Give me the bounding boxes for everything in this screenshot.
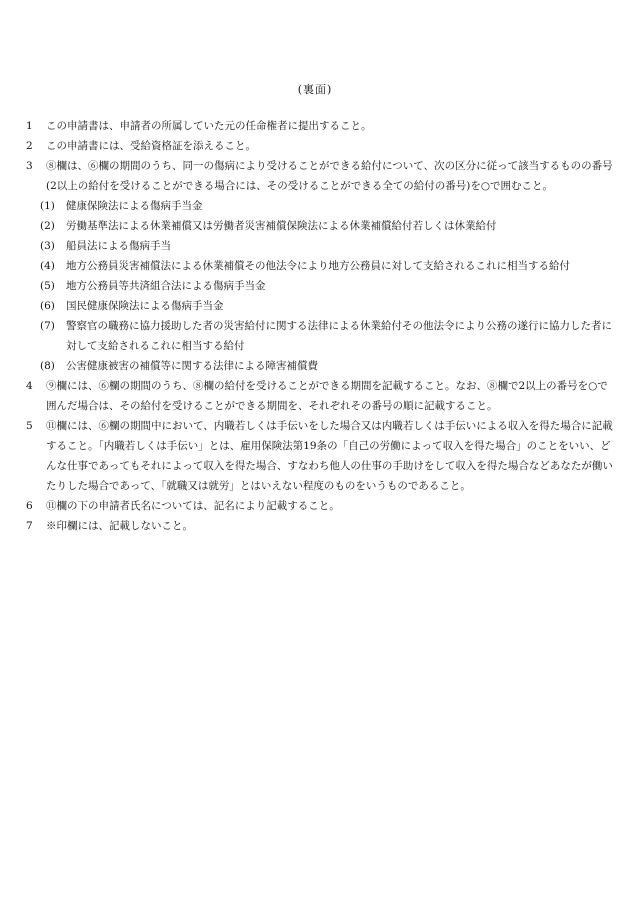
sub-item-text: 地方公務員等共済組合法による傷病手当金 — [66, 280, 266, 292]
item-text: ⑨欄には、⑥欄の期間のうち、⑧欄の給付を受けることができる期間を記載すること。なお、⑧欄で2以上の番号を○で囲んだ場合は、その給付を受けることができる期間を、それぞれその番号の順に記載すること。 — [46, 380, 608, 412]
sub-list-item — [40, 216, 616, 236]
sub-item-text: 公害健康被害の補償等に関する法律による障害補償費 — [66, 360, 318, 372]
list-item — [26, 516, 616, 536]
item-number: 7 — [26, 520, 33, 532]
list-item — [26, 496, 616, 516]
sub-item-number: (2) — [40, 220, 55, 232]
list-item — [26, 416, 616, 496]
sub-item-number: (8) — [40, 360, 55, 372]
page-title: (裏面) — [297, 83, 333, 96]
sub-list-item — [40, 196, 616, 216]
sub-item-number: (5) — [40, 280, 55, 292]
item-number: 5 — [26, 420, 33, 432]
item-number: 3 — [26, 160, 33, 172]
sub-item-text: 健康保険法による傷病手当金 — [66, 200, 203, 212]
item-number: 4 — [26, 380, 33, 392]
item-text: ⑧欄は、⑥欄の期間のうち、同一の傷病により受けることができる給付について、次の区分に従って該当するものの番号(2以上の給付を受けることができる場合には、その受けることができる全ての給付の番号)を○で囲むこと。 — [46, 160, 613, 192]
sub-item-number: (1) — [40, 200, 55, 212]
sub-list-item — [40, 276, 616, 296]
sub-list-item — [40, 236, 616, 256]
sub-list-item — [40, 316, 616, 356]
sub-item-text: 国民健康保険法による傷病手当金 — [66, 300, 224, 312]
item-text: この申請書には、受給資格証を添えること。 — [46, 140, 256, 152]
list-item — [26, 376, 616, 416]
instructions-list — [26, 116, 616, 536]
item-number: 1 — [26, 120, 33, 132]
item-text: この申請書は、申請者の所属していた元の任命権者に提出すること。 — [46, 120, 372, 132]
sub-item-number: (6) — [40, 300, 55, 312]
sub-item-text: 地方公務員災害補償法による休業補償その他法令により地方公務員に対して支給されるこれに相当する給付 — [66, 260, 570, 272]
item-number: 2 — [26, 140, 33, 152]
item-text: ※印欄には、記載しないこと。 — [46, 520, 193, 532]
sub-list-item — [40, 356, 616, 376]
sub-item-number: (3) — [40, 240, 55, 252]
sub-item-text: 労働基準法による休業補償又は労働者災害補償保険法による休業補償給付若しくは休業給付 — [66, 220, 497, 232]
sub-list-item — [40, 256, 616, 276]
sub-item-number: (7) — [40, 320, 55, 332]
list-item — [26, 156, 616, 196]
sub-item-text: 警察官の職務に協力援助した者の災害給付に関する法律による休業給付その他法令により公務の遂行に協力した者に対して支給されるこれに相当する給付 — [66, 320, 612, 352]
sub-item-text: 船員法による傷病手当 — [66, 240, 171, 252]
item-number: 6 — [26, 500, 33, 512]
list-item — [26, 136, 616, 156]
list-item — [26, 116, 616, 136]
sub-item-number: (4) — [40, 260, 55, 272]
item-text: ⑪欄には、⑥欄の期間中において、内職若しくは手伝いをした場合又は内職若しくは手伝いによる収入を得た場合に記載すること。「内職若しくは手伝い」とは、雇用保険法第19条の「自己の労働によって収入を得た場合」のことをいい、どんな仕事であってもそれによって収入を得た場合、すなわち他人の仕事の手助けをして収入を得た場合などあなたが働いたりした場合であって、「就職又は就労」とはいえない程度のものをいうものであること。 — [46, 420, 613, 492]
item-text: ⑪欄の下の申請者氏名については、記名により記載すること。 — [46, 500, 340, 512]
sub-list-item — [40, 296, 616, 316]
